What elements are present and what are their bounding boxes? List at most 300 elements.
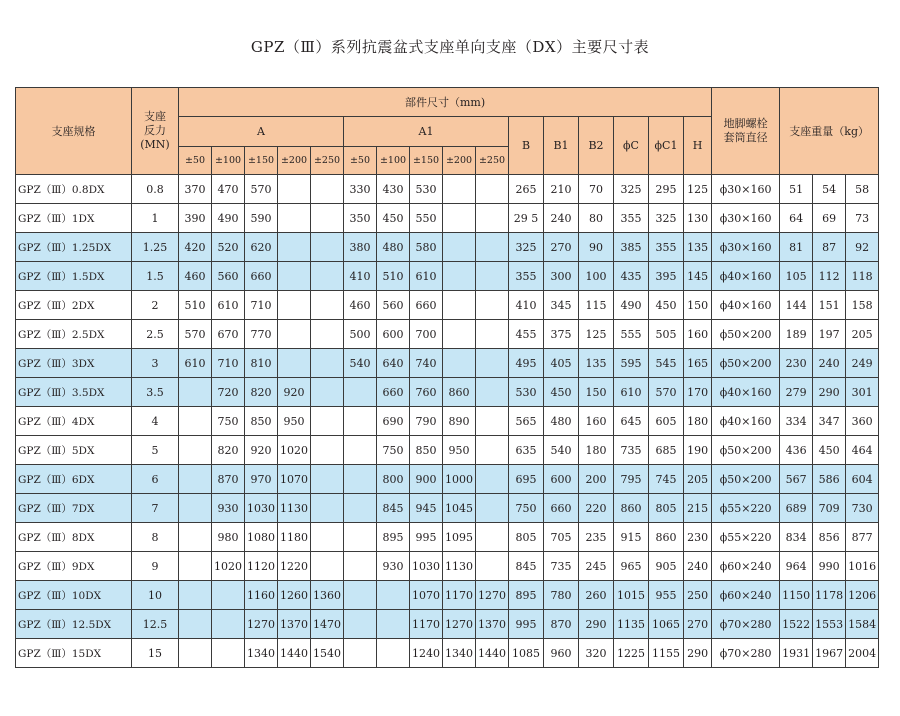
spec-cell: GPZ（Ⅲ）2.5DX — [16, 320, 132, 349]
weight-cell: 230 — [780, 349, 813, 378]
a-cell: 420 — [179, 233, 212, 262]
weight-cell: 144 — [780, 291, 813, 320]
a-cell: 570 — [245, 175, 278, 204]
header-disp: ±150 — [410, 147, 443, 175]
phic1-cell: 395 — [649, 262, 684, 291]
a-cell — [278, 320, 311, 349]
b1-cell: 270 — [544, 233, 579, 262]
a1-cell — [476, 204, 509, 233]
weight-cell: 112 — [813, 262, 846, 291]
a-cell: 950 — [278, 407, 311, 436]
a-cell: 1220 — [278, 552, 311, 581]
a1-cell: 800 — [377, 465, 410, 494]
table-row — [16, 552, 879, 581]
a1-cell: 1070 — [410, 581, 443, 610]
header-disp: ±100 — [377, 147, 410, 175]
a-cell — [179, 407, 212, 436]
a-cell: 720 — [212, 378, 245, 407]
a1-cell — [377, 639, 410, 668]
a1-cell: 700 — [410, 320, 443, 349]
table-row — [16, 320, 879, 349]
a-cell: 1370 — [278, 610, 311, 639]
a1-cell: 500 — [344, 320, 377, 349]
a-cell — [179, 523, 212, 552]
a-cell: 710 — [212, 349, 245, 378]
weight-cell: 964 — [780, 552, 813, 581]
a1-cell: 450 — [377, 204, 410, 233]
reaction-cell: 8 — [132, 523, 179, 552]
a-cell — [212, 639, 245, 668]
phic-cell: 965 — [614, 552, 649, 581]
a1-cell: 1095 — [443, 523, 476, 552]
header-disp: ±100 — [212, 147, 245, 175]
weight-cell: 834 — [780, 523, 813, 552]
a1-cell: 890 — [443, 407, 476, 436]
a1-cell: 430 — [377, 175, 410, 204]
phic-cell: 1135 — [614, 610, 649, 639]
a-cell — [278, 349, 311, 378]
spec-cell: GPZ（Ⅲ）10DX — [16, 581, 132, 610]
a1-cell: 1340 — [443, 639, 476, 668]
weight-cell: 1522 — [780, 610, 813, 639]
a-cell — [278, 262, 311, 291]
header-disp: ±50 — [179, 147, 212, 175]
weight-cell: 205 — [846, 320, 879, 349]
a-cell — [179, 436, 212, 465]
phic1-cell: 355 — [649, 233, 684, 262]
a-cell: 1070 — [278, 465, 311, 494]
table-row — [16, 523, 879, 552]
header-a1: A1 — [344, 117, 509, 147]
a1-cell: 1170 — [443, 581, 476, 610]
a-cell — [212, 610, 245, 639]
weight-cell: 586 — [813, 465, 846, 494]
a1-cell: 1270 — [443, 610, 476, 639]
h-cell: 205 — [684, 465, 712, 494]
a-cell: 1540 — [311, 639, 344, 668]
weight-cell: 92 — [846, 233, 879, 262]
weight-cell: 877 — [846, 523, 879, 552]
weight-cell: 1178 — [813, 581, 846, 610]
h-cell: 250 — [684, 581, 712, 610]
bolt-cell: ϕ30×160 — [712, 233, 780, 262]
a1-cell: 640 — [377, 349, 410, 378]
page-title: GPZ（Ⅲ）系列抗震盆式支座单向支座（DX）主要尺寸表 — [250, 38, 650, 56]
b-cell: 1085 — [509, 639, 544, 668]
h-cell: 160 — [684, 320, 712, 349]
weight-cell: 347 — [813, 407, 846, 436]
a-cell: 920 — [278, 378, 311, 407]
a1-cell: 1270 — [476, 581, 509, 610]
table-row — [16, 581, 879, 610]
a-cell: 1270 — [245, 610, 278, 639]
phic1-cell: 805 — [649, 494, 684, 523]
weight-cell: 158 — [846, 291, 879, 320]
phic1-cell: 745 — [649, 465, 684, 494]
weight-cell: 249 — [846, 349, 879, 378]
a1-cell: 750 — [377, 436, 410, 465]
b2-cell: 245 — [579, 552, 614, 581]
reaction-cell: 9 — [132, 552, 179, 581]
a-cell — [179, 639, 212, 668]
phic-cell: 435 — [614, 262, 649, 291]
b1-cell: 480 — [544, 407, 579, 436]
a1-cell — [476, 175, 509, 204]
weight-cell: 279 — [780, 378, 813, 407]
h-cell: 230 — [684, 523, 712, 552]
phic-cell: 645 — [614, 407, 649, 436]
weight-cell: 1150 — [780, 581, 813, 610]
a1-cell: 995 — [410, 523, 443, 552]
bolt-cell: ϕ50×200 — [712, 349, 780, 378]
a-cell — [179, 610, 212, 639]
b-cell: 750 — [509, 494, 544, 523]
a1-cell — [476, 552, 509, 581]
a1-cell: 740 — [410, 349, 443, 378]
phic1-cell: 570 — [649, 378, 684, 407]
table-row — [16, 175, 879, 204]
a-cell: 770 — [245, 320, 278, 349]
header-disp: ±250 — [311, 147, 344, 175]
header-reaction: 支座 反力 (MN) — [132, 88, 179, 175]
b2-cell: 200 — [579, 465, 614, 494]
bolt-cell: ϕ55×220 — [712, 523, 780, 552]
a1-cell: 900 — [410, 465, 443, 494]
a1-cell — [476, 378, 509, 407]
a1-cell: 690 — [377, 407, 410, 436]
a-cell — [311, 262, 344, 291]
b-cell: 495 — [509, 349, 544, 378]
phic1-cell: 505 — [649, 320, 684, 349]
phic-cell: 325 — [614, 175, 649, 204]
a1-cell: 410 — [344, 262, 377, 291]
a-cell: 570 — [179, 320, 212, 349]
weight-cell: 464 — [846, 436, 879, 465]
a1-cell — [344, 552, 377, 581]
a1-cell — [443, 320, 476, 349]
table-row — [16, 204, 879, 233]
b-cell: 530 — [509, 378, 544, 407]
a1-cell: 1170 — [410, 610, 443, 639]
b2-cell: 125 — [579, 320, 614, 349]
a1-cell: 1030 — [410, 552, 443, 581]
a1-cell — [344, 639, 377, 668]
a1-cell: 845 — [377, 494, 410, 523]
a-cell: 710 — [245, 291, 278, 320]
header-phic1: ϕC1 — [649, 117, 684, 175]
weight-cell: 73 — [846, 204, 879, 233]
b-cell: 410 — [509, 291, 544, 320]
header-bolt: 地脚螺栓 套筒直径 — [712, 88, 780, 175]
table-row — [16, 349, 879, 378]
a-cell — [311, 407, 344, 436]
h-cell: 215 — [684, 494, 712, 523]
b1-cell: 450 — [544, 378, 579, 407]
a-cell — [278, 175, 311, 204]
weight-cell: 450 — [813, 436, 846, 465]
h-cell: 290 — [684, 639, 712, 668]
h-cell: 125 — [684, 175, 712, 204]
weight-cell: 1016 — [846, 552, 879, 581]
a1-cell — [443, 291, 476, 320]
a1-cell — [344, 436, 377, 465]
a-cell: 1340 — [245, 639, 278, 668]
b1-cell: 780 — [544, 581, 579, 610]
a-cell: 520 — [212, 233, 245, 262]
a1-cell — [344, 581, 377, 610]
a-cell — [311, 349, 344, 378]
a1-cell — [443, 262, 476, 291]
bolt-cell: ϕ50×200 — [712, 465, 780, 494]
phic-cell: 555 — [614, 320, 649, 349]
header-disp: ±200 — [278, 147, 311, 175]
bolt-cell: ϕ70×280 — [712, 610, 780, 639]
weight-cell: 54 — [813, 175, 846, 204]
weight-cell: 69 — [813, 204, 846, 233]
phic-cell: 1225 — [614, 639, 649, 668]
b2-cell: 235 — [579, 523, 614, 552]
table-row — [16, 233, 879, 262]
a-cell: 620 — [245, 233, 278, 262]
a-cell: 390 — [179, 204, 212, 233]
b1-cell: 375 — [544, 320, 579, 349]
bolt-cell: ϕ55×220 — [712, 494, 780, 523]
a1-cell — [443, 349, 476, 378]
table-row — [16, 494, 879, 523]
a1-cell — [443, 175, 476, 204]
b2-cell: 135 — [579, 349, 614, 378]
header-h: H — [684, 117, 712, 175]
a1-cell — [476, 407, 509, 436]
b-cell: 695 — [509, 465, 544, 494]
b-cell: 325 — [509, 233, 544, 262]
header-parts: 部件尺寸（mm) — [179, 88, 712, 117]
reaction-cell: 3.5 — [132, 378, 179, 407]
a1-cell: 610 — [410, 262, 443, 291]
weight-cell: 567 — [780, 465, 813, 494]
a1-cell: 895 — [377, 523, 410, 552]
a-cell: 750 — [212, 407, 245, 436]
header-phic: ϕC — [614, 117, 649, 175]
weight-cell: 856 — [813, 523, 846, 552]
weight-cell: 105 — [780, 262, 813, 291]
phic1-cell: 605 — [649, 407, 684, 436]
b1-cell: 735 — [544, 552, 579, 581]
a1-cell: 930 — [377, 552, 410, 581]
b2-cell: 100 — [579, 262, 614, 291]
weight-cell: 334 — [780, 407, 813, 436]
a1-cell: 790 — [410, 407, 443, 436]
weight-cell: 87 — [813, 233, 846, 262]
weight-cell: 360 — [846, 407, 879, 436]
h-cell: 270 — [684, 610, 712, 639]
b1-cell: 870 — [544, 610, 579, 639]
a1-cell: 950 — [443, 436, 476, 465]
table-row — [16, 436, 879, 465]
spec-cell: GPZ（Ⅲ）9DX — [16, 552, 132, 581]
phic-cell: 915 — [614, 523, 649, 552]
spec-cell: GPZ（Ⅲ）7DX — [16, 494, 132, 523]
a-cell — [179, 552, 212, 581]
a-cell: 870 — [212, 465, 245, 494]
a1-cell — [476, 465, 509, 494]
reaction-cell: 1 — [132, 204, 179, 233]
weight-cell: 58 — [846, 175, 879, 204]
a1-cell: 760 — [410, 378, 443, 407]
b2-cell: 160 — [579, 407, 614, 436]
spec-cell: GPZ（Ⅲ）8DX — [16, 523, 132, 552]
dimension-table — [15, 87, 879, 668]
bolt-cell: ϕ30×160 — [712, 175, 780, 204]
weight-cell: 1206 — [846, 581, 879, 610]
a-cell — [278, 204, 311, 233]
b2-cell: 90 — [579, 233, 614, 262]
table-row — [16, 291, 879, 320]
a-cell: 1080 — [245, 523, 278, 552]
spec-cell: GPZ（Ⅲ）5DX — [16, 436, 132, 465]
phic-cell: 385 — [614, 233, 649, 262]
weight-cell: 436 — [780, 436, 813, 465]
spec-cell: GPZ（Ⅲ）3.5DX — [16, 378, 132, 407]
a-cell: 980 — [212, 523, 245, 552]
a1-cell: 600 — [377, 320, 410, 349]
a-cell: 1020 — [212, 552, 245, 581]
weight-cell: 81 — [780, 233, 813, 262]
a-cell: 470 — [212, 175, 245, 204]
h-cell: 170 — [684, 378, 712, 407]
reaction-cell: 4 — [132, 407, 179, 436]
weight-cell: 730 — [846, 494, 879, 523]
weight-cell: 1584 — [846, 610, 879, 639]
b1-cell: 345 — [544, 291, 579, 320]
a-cell — [311, 465, 344, 494]
a-cell: 1360 — [311, 581, 344, 610]
a1-cell: 380 — [344, 233, 377, 262]
a-cell — [311, 523, 344, 552]
a-cell — [179, 581, 212, 610]
h-cell: 190 — [684, 436, 712, 465]
weight-cell: 990 — [813, 552, 846, 581]
a-cell: 930 — [212, 494, 245, 523]
reaction-cell: 15 — [132, 639, 179, 668]
b2-cell: 150 — [579, 378, 614, 407]
b-cell: 355 — [509, 262, 544, 291]
a-cell: 1130 — [278, 494, 311, 523]
weight-cell: 709 — [813, 494, 846, 523]
table-row — [16, 262, 879, 291]
header-b1: B1 — [544, 117, 579, 175]
a-cell: 370 — [179, 175, 212, 204]
reaction-cell: 12.5 — [132, 610, 179, 639]
a-cell: 1120 — [245, 552, 278, 581]
phic1-cell: 860 — [649, 523, 684, 552]
bolt-cell: ϕ50×200 — [712, 436, 780, 465]
a-cell — [311, 233, 344, 262]
weight-cell: 290 — [813, 378, 846, 407]
a-cell: 670 — [212, 320, 245, 349]
a1-cell: 1045 — [443, 494, 476, 523]
a-cell — [311, 552, 344, 581]
phic-cell: 610 — [614, 378, 649, 407]
a-cell — [179, 378, 212, 407]
a-cell: 610 — [179, 349, 212, 378]
a1-cell: 660 — [377, 378, 410, 407]
b1-cell: 705 — [544, 523, 579, 552]
phic1-cell: 325 — [649, 204, 684, 233]
b1-cell: 210 — [544, 175, 579, 204]
a-cell: 660 — [245, 262, 278, 291]
spec-cell: GPZ（Ⅲ）1.5DX — [16, 262, 132, 291]
a1-cell — [344, 378, 377, 407]
phic-cell: 1015 — [614, 581, 649, 610]
a-cell — [311, 494, 344, 523]
header-a: A — [179, 117, 344, 147]
a1-cell — [476, 320, 509, 349]
a-cell: 850 — [245, 407, 278, 436]
header-spec: 支座规格 — [16, 88, 132, 175]
a1-cell — [443, 204, 476, 233]
a-cell: 820 — [212, 436, 245, 465]
reaction-cell: 6 — [132, 465, 179, 494]
header-b: B — [509, 117, 544, 175]
a-cell: 810 — [245, 349, 278, 378]
phic1-cell: 1155 — [649, 639, 684, 668]
a-cell: 920 — [245, 436, 278, 465]
weight-cell: 51 — [780, 175, 813, 204]
a1-cell: 580 — [410, 233, 443, 262]
phic1-cell: 905 — [649, 552, 684, 581]
weight-cell: 604 — [846, 465, 879, 494]
a1-cell — [344, 407, 377, 436]
a1-cell — [377, 610, 410, 639]
a-cell — [179, 494, 212, 523]
spec-cell: GPZ（Ⅲ）0.8DX — [16, 175, 132, 204]
phic-cell: 795 — [614, 465, 649, 494]
table-row — [16, 610, 879, 639]
b-cell: 995 — [509, 610, 544, 639]
spec-cell: GPZ（Ⅲ）1.25DX — [16, 233, 132, 262]
a1-cell — [476, 233, 509, 262]
b1-cell: 540 — [544, 436, 579, 465]
b2-cell: 80 — [579, 204, 614, 233]
a1-cell: 860 — [443, 378, 476, 407]
table-row — [16, 407, 879, 436]
b2-cell: 290 — [579, 610, 614, 639]
b1-cell: 300 — [544, 262, 579, 291]
reaction-cell: 10 — [132, 581, 179, 610]
h-cell: 150 — [684, 291, 712, 320]
weight-cell: 118 — [846, 262, 879, 291]
reaction-cell: 0.8 — [132, 175, 179, 204]
b-cell: 895 — [509, 581, 544, 610]
b2-cell: 70 — [579, 175, 614, 204]
a-cell: 970 — [245, 465, 278, 494]
a-cell — [212, 581, 245, 610]
a-cell — [311, 378, 344, 407]
phic-cell: 490 — [614, 291, 649, 320]
a1-cell: 540 — [344, 349, 377, 378]
a1-cell: 510 — [377, 262, 410, 291]
a1-cell: 460 — [344, 291, 377, 320]
a1-cell: 330 — [344, 175, 377, 204]
b-cell: 845 — [509, 552, 544, 581]
phic-cell: 735 — [614, 436, 649, 465]
reaction-cell: 1.5 — [132, 262, 179, 291]
bolt-cell: ϕ70×280 — [712, 639, 780, 668]
a1-cell: 1370 — [476, 610, 509, 639]
phic1-cell: 545 — [649, 349, 684, 378]
a-cell: 1180 — [278, 523, 311, 552]
